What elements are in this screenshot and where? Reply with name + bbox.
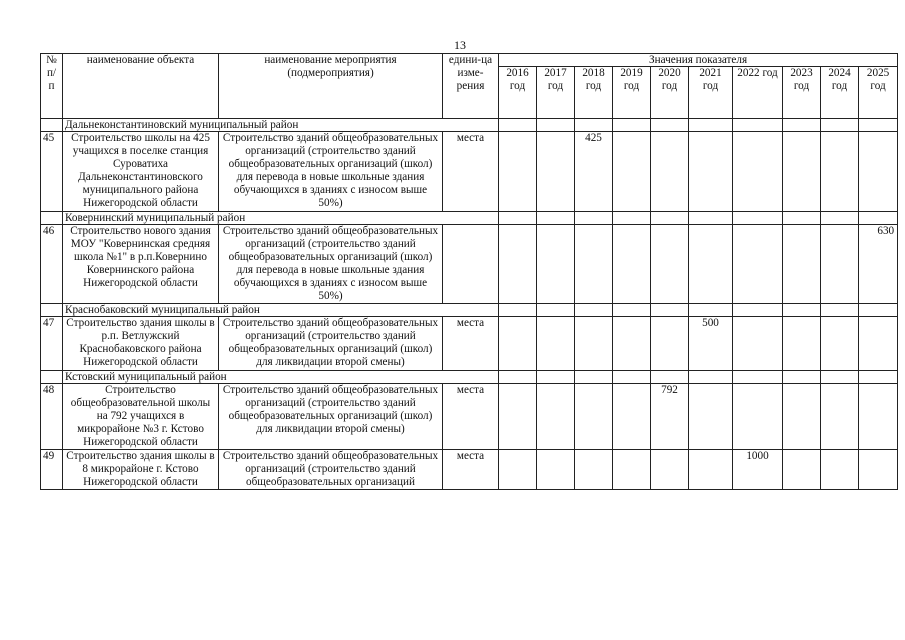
section-empty-cell	[783, 370, 821, 383]
activity-name: Строительство зданий общеобразовательных организаций (строительство зданий общеобразовательных организаций	[219, 449, 443, 489]
value-cell-2019	[613, 132, 651, 212]
value-cell-2019	[613, 383, 651, 449]
section-empty-cell	[733, 119, 783, 132]
col-header-year: 2024 год	[821, 67, 859, 119]
section-row	[41, 211, 898, 224]
value-cell-2016	[499, 224, 537, 304]
value-cell-2020	[651, 132, 689, 212]
section-empty-cell	[499, 211, 537, 224]
table-row	[41, 449, 898, 489]
unit-cell: места	[443, 449, 499, 489]
value-cell-2018: 425	[575, 132, 613, 212]
value-cell-2023	[783, 224, 821, 304]
activity-name: Строительство зданий общеобразовательных организаций (строительство зданий общеобразовательных организаций (школ) для перевода в новые школьные здания обучающихся в зданиях с износом выше 50%)	[219, 224, 443, 304]
section-empty-cell	[537, 119, 575, 132]
section-row	[41, 304, 898, 317]
row-number: 49	[41, 449, 63, 489]
section-empty-cell	[859, 119, 898, 132]
col-header-activity: наименование мероприятия (подмероприятия)	[219, 54, 443, 119]
activity-name: Строительство зданий общеобразовательных организаций (строительство зданий общеобразовательных организаций (школ) для ликвидации второй смены)	[219, 383, 443, 449]
section-empty-cell	[783, 119, 821, 132]
value-cell-2023	[783, 317, 821, 370]
section-empty-cell	[733, 304, 783, 317]
section-empty-cell	[783, 211, 821, 224]
activity-name: Строительство зданий общеобразовательных организаций (строительство зданий общеобразовательных организаций (школ) для перевода в новые школьные здания обучающихся в зданиях с износом выше 50%)	[219, 132, 443, 212]
section-empty-cell	[575, 304, 613, 317]
section-empty-cell	[689, 304, 733, 317]
col-header-object: наименование объекта	[63, 54, 219, 119]
value-cell-2023	[783, 132, 821, 212]
value-cell-2019	[613, 224, 651, 304]
value-cell-2024	[821, 224, 859, 304]
section-spacer	[41, 119, 63, 132]
section-row	[41, 370, 898, 383]
header-row-1	[41, 54, 898, 67]
col-header-unit: едини-ца изме-рения	[443, 54, 499, 119]
value-cell-2021	[689, 224, 733, 304]
object-name: Строительство здания школы в 8 микрорайоне г. Кстово Нижегородской области	[63, 449, 219, 489]
value-cell-2024	[821, 132, 859, 212]
section-empty-cell	[821, 304, 859, 317]
section-empty-cell	[499, 119, 537, 132]
value-cell-2016	[499, 449, 537, 489]
col-header-year: 2016 год	[499, 67, 537, 119]
value-cell-2021: 500	[689, 317, 733, 370]
table-row	[41, 224, 898, 304]
section-empty-cell	[537, 304, 575, 317]
value-cell-2018	[575, 383, 613, 449]
value-cell-2020	[651, 449, 689, 489]
value-cell-2016	[499, 383, 537, 449]
section-empty-cell	[499, 304, 537, 317]
col-header-year: 2021 год	[689, 67, 733, 119]
section-empty-cell	[651, 119, 689, 132]
col-header-year: 2020 год	[651, 67, 689, 119]
section-empty-cell	[733, 370, 783, 383]
value-cell-2025	[859, 383, 898, 449]
section-empty-cell	[575, 370, 613, 383]
col-header-year: 2023 год	[783, 67, 821, 119]
value-cell-2022	[733, 224, 783, 304]
section-title: Дальнеконстантиновский муниципальный район	[63, 119, 499, 132]
object-name: Строительство школы на 425 учащихся в поселке станция Суроватиха Дальнеконстантиновского муниципального района Нижегородской области	[63, 132, 219, 212]
table-row	[41, 132, 898, 212]
value-cell-2017	[537, 383, 575, 449]
value-cell-2016	[499, 317, 537, 370]
section-empty-cell	[821, 211, 859, 224]
unit-cell	[443, 224, 499, 304]
value-cell-2020: 792	[651, 383, 689, 449]
value-cell-2019	[613, 449, 651, 489]
value-cell-2021	[689, 383, 733, 449]
section-empty-cell	[613, 370, 651, 383]
section-empty-cell	[689, 370, 733, 383]
row-number: 45	[41, 132, 63, 212]
value-cell-2018	[575, 449, 613, 489]
value-cell-2022	[733, 383, 783, 449]
value-cell-2016	[499, 132, 537, 212]
indicators-table	[40, 53, 898, 490]
col-header-year: 2018 год	[575, 67, 613, 119]
value-cell-2020	[651, 224, 689, 304]
col-header-year: 2025 год	[859, 67, 898, 119]
row-number: 46	[41, 224, 63, 304]
value-cell-2018	[575, 224, 613, 304]
section-empty-cell	[651, 304, 689, 317]
section-spacer	[41, 304, 63, 317]
value-cell-2017	[537, 449, 575, 489]
section-empty-cell	[575, 211, 613, 224]
section-empty-cell	[537, 370, 575, 383]
value-cell-2022	[733, 132, 783, 212]
object-name: Строительство общеобразовательной школы на 792 учащихся в микрорайоне №3 г. Кстово Нижегородской области	[63, 383, 219, 449]
row-number: 48	[41, 383, 63, 449]
section-empty-cell	[613, 304, 651, 317]
section-empty-cell	[575, 119, 613, 132]
value-cell-2023	[783, 383, 821, 449]
section-empty-cell	[859, 211, 898, 224]
section-empty-cell	[499, 370, 537, 383]
section-empty-cell	[613, 211, 651, 224]
table-row	[41, 383, 898, 449]
value-cell-2024	[821, 449, 859, 489]
section-spacer	[41, 370, 63, 383]
page-number: 13	[454, 38, 466, 52]
value-cell-2021	[689, 132, 733, 212]
table-row	[41, 317, 898, 370]
section-empty-cell	[689, 211, 733, 224]
section-empty-cell	[733, 211, 783, 224]
col-header-year: 2017 год	[537, 67, 575, 119]
unit-cell: места	[443, 317, 499, 370]
section-title: Ковернинский муниципальный район	[63, 211, 499, 224]
row-number: 47	[41, 317, 63, 370]
col-header-num: № п/ п	[41, 54, 63, 119]
section-empty-cell	[821, 119, 859, 132]
col-header-values: Значения показателя	[499, 54, 898, 67]
object-name: Строительство здания школы в р.п. Ветлужский Краснобаковского района Нижегородской области	[63, 317, 219, 370]
section-row	[41, 119, 898, 132]
value-cell-2017	[537, 317, 575, 370]
section-empty-cell	[859, 304, 898, 317]
value-cell-2017	[537, 132, 575, 212]
value-cell-2018	[575, 317, 613, 370]
col-header-year: 2022 год	[733, 67, 783, 119]
section-title: Кстовский муниципальный район	[63, 370, 499, 383]
section-empty-cell	[821, 370, 859, 383]
section-empty-cell	[783, 304, 821, 317]
unit-cell: места	[443, 132, 499, 212]
section-title: Краснобаковский муниципальный район	[63, 304, 499, 317]
value-cell-2023	[783, 449, 821, 489]
value-cell-2025	[859, 449, 898, 489]
section-empty-cell	[689, 119, 733, 132]
unit-cell: места	[443, 383, 499, 449]
value-cell-2021	[689, 449, 733, 489]
section-empty-cell	[537, 211, 575, 224]
section-empty-cell	[651, 211, 689, 224]
value-cell-2019	[613, 317, 651, 370]
value-cell-2025	[859, 132, 898, 212]
section-spacer	[41, 211, 63, 224]
value-cell-2025: 630	[859, 224, 898, 304]
value-cell-2022: 1000	[733, 449, 783, 489]
activity-name: Строительство зданий общеобразовательных организаций (строительство зданий общеобразовательных организаций (школ) для ликвидации второй смены)	[219, 317, 443, 370]
value-cell-2020	[651, 317, 689, 370]
section-empty-cell	[613, 119, 651, 132]
value-cell-2024	[821, 383, 859, 449]
object-name: Строительство нового здания МОУ "Ковернинская средняя школа №1" в р.п.Ковернино Ковернинского района Нижегородской области	[63, 224, 219, 304]
col-header-year: 2019 год	[613, 67, 651, 119]
value-cell-2017	[537, 224, 575, 304]
value-cell-2025	[859, 317, 898, 370]
value-cell-2024	[821, 317, 859, 370]
value-cell-2022	[733, 317, 783, 370]
section-empty-cell	[859, 370, 898, 383]
section-empty-cell	[651, 370, 689, 383]
